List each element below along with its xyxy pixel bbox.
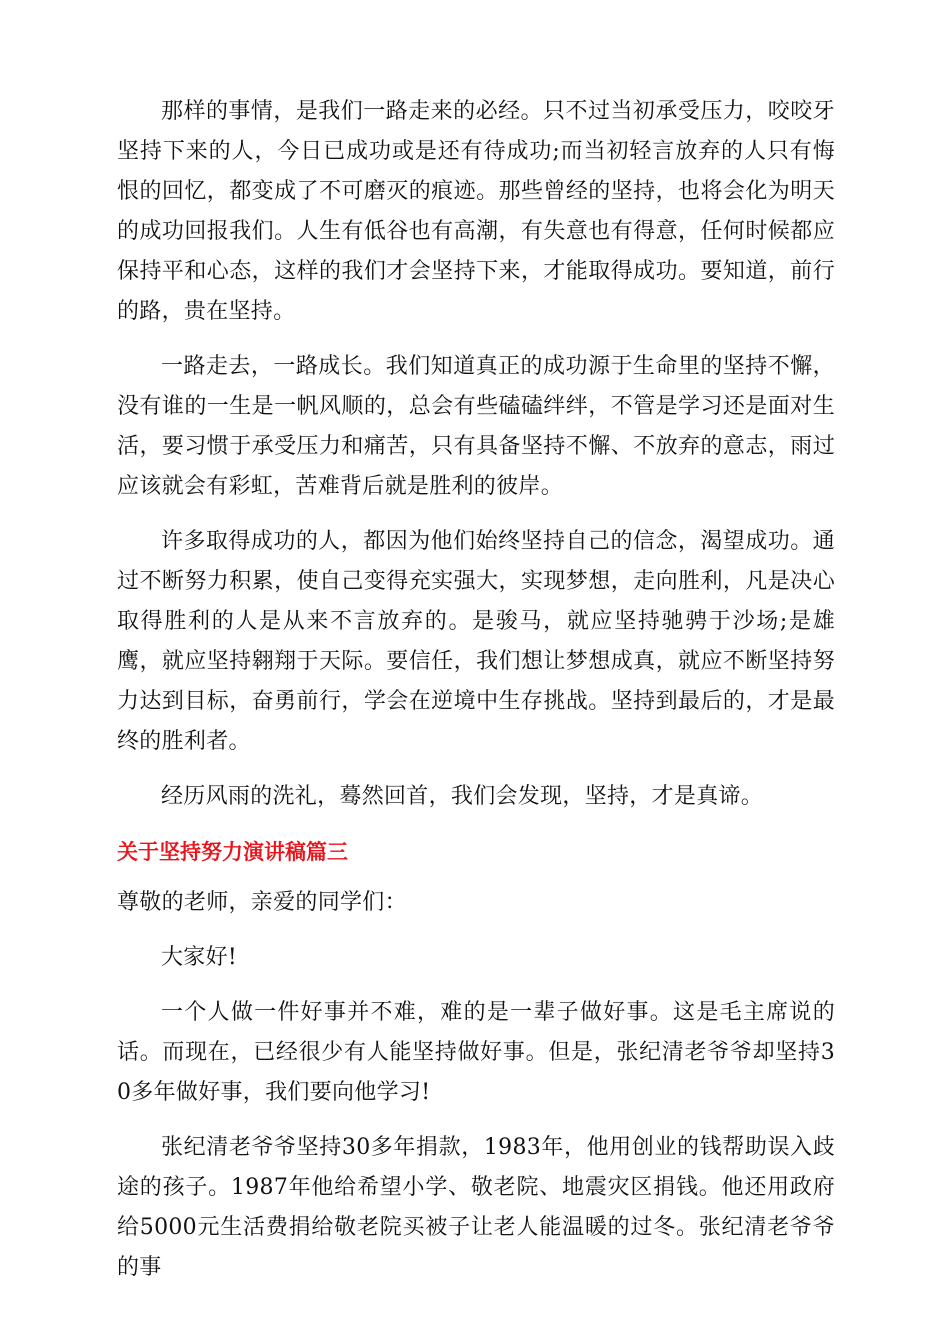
body-paragraph: 张纪清老爷爷坚持30多年捐款，1983年，他用创业的钱帮助误入歧途的孩子。1987年他给希望小学、敬老院、地震灾区捐钱。他还用政府给5000元生活费捐给敬老院买被子让老人能温暖的过冬。张纪清老爷爷的事 xyxy=(117,1135,835,1280)
body-paragraph: 一路走去，一路成长。我们知道真正的成功源于生命里的坚持不懈，没有谁的一生是一帆风顺的，总会有些磕磕绊绊，不管是学习还是面对生活，要习惯于承受压力和痛苦，只有具备坚持不懈、不放弃的意志，雨过应该就会有彩虹，苦难背后就是胜利的彼岸。 xyxy=(117,354,835,499)
body-paragraph: 许多取得成功的人，都因为他们始终坚持自己的信念，渴望成功。通过不断努力积累，使自己变得充实强大，实现梦想，走向胜利，凡是决心取得胜利的人是从来不言放弃的。是骏马，就应坚持驰骋于沙场;是雄鹰，就应坚持翱翔于天际。要信任，我们想让梦想成真，就应不断坚持努力达到目标，奋勇前行，学会在逆境中生存挑战。坚持到最后的，才是最终的胜利者。 xyxy=(117,529,835,754)
section-heading: 关于坚持努力演讲稿篇三 xyxy=(117,840,348,864)
body-paragraph: 一个人做一件好事并不难，难的是一辈子做好事。这是毛主席说的话。而现在，已经很少有人能坚持做好事。但是，张纪清老爷爷却坚持30多年做好事，我们要向他学习! xyxy=(117,1000,835,1105)
document-page xyxy=(117,92,835,1303)
salutation: 尊敬的老师，亲爱的同学们： xyxy=(117,890,407,915)
greeting-paragraph: 大家好! xyxy=(161,945,238,970)
body-paragraph: 经历风雨的洗礼，蓦然回首，我们会发现，坚持，才是真谛。 xyxy=(161,784,764,809)
body-paragraph: 那样的事情，是我们一路走来的必经。只不过当初承受压力，咬咬牙坚持下来的人，今日已成功或是还有待成功;而当初轻言放弃的人只有悔恨的回忆，都变成了不可磨灭的痕迹。那些曾经的坚持，也将会化为明天的成功回报我们。人生有低谷也有高潮，有失意也有得意，任何时候都应保持平和心态，这样的我们才会坚持下来，才能取得成功。要知道，前行的路，贵在坚持。 xyxy=(117,99,835,324)
